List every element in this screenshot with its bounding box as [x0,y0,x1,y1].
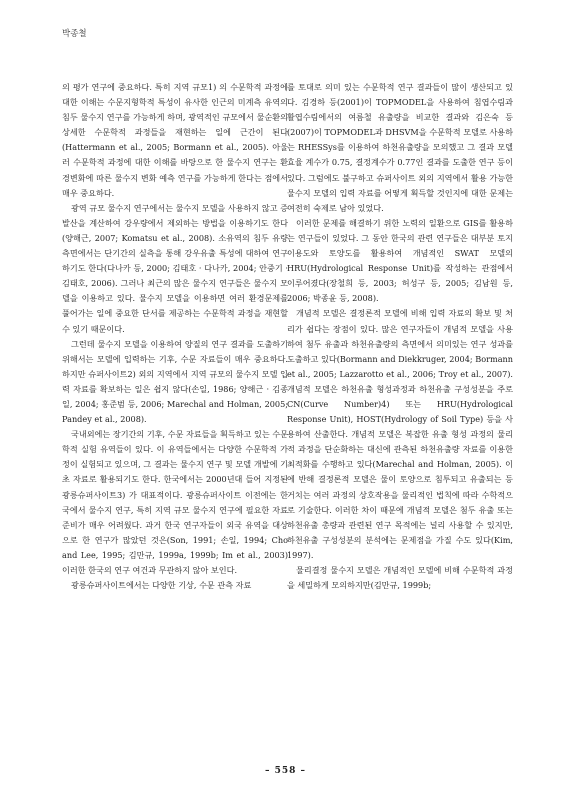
page-number: – 558 – [264,766,307,776]
paragraph: 의 평가 연구에 중요하다. 특히 지역 규모1) 의 수문학적 과정에 대한 이해는 수문지형학적 특성이 유사한 인근의 미계측 유역의 침두 물수지 연구를 가능하게 하며, 광역적인 규모에서 물순환의 상세한 수문학적 과정들을 재현하는 일에 근간이 된다(Hattermann et al., 2005; Bormann et al., 2005). 아울러 수문학적 과정에 대한 이해를 바탕으로 한 물수지 연구는 환경변화에 따른 물수지 변화 예측 연구를 가능하게 한다는 점에서 매우 중요하다. [62,82,288,198]
paragraph: 이러한 문제를 해결하기 위한 노력의 일환으로 GIS를 활용하는 연구들이 있었다. 그 동안 한국의 관련 연구들은 대부분 토지이용도와 토양도를 활용하여 개념적인 SWAT 모델의 HRU(Hydrological Response Unit)를 작성하는 관점에서 이루어졌다(장철희 등, 2003; 허성구 등, 2005; 김남원 등, 2006; 박종윤 등, 2008). [287,217,513,304]
running-header-author: 박종철 [62,29,87,39]
paragraph: 광역 규모 물수지 연구에서는 물수지 모델을 사용하지 않고 증발산을 계산하여 강우량에서 제외하는 방법을 이용하기도 한다(양해근, 2007; Komatsu et al., 2008). 소유역의 침두 유량 측면에서는 단기간의 실측을 통해 강우유출 특성에 대하여 연구하기도 한다(다나카 등, 2000; 김태호 · 다나카, 2004; 안중기 · 김태호, 2006). 그러나 최근의 많은 물수지 연구들은 물수지 모델을 이용하고 있다. 물수지 모델을 이용하면 여러 환경문제를 풀어가는 일에 중요한 단서를 제공하는 수문학적 과정을 재현할 수 있기 때문이다. [62,202,288,334]
left-column [62,80,288,593]
paragraph: 개념적 모델은 결정론적 모델에 비해 입력 자료의 확보 및 처리가 쉽다는 장점이 있다. 많은 연구자들이 개념적 모델을 사용하여 첨두 유출과 하천유출량의 측면에서 의미있는 연구 성과를 도출하고 있다(Bormann and Diekkruger, 2004; Bormann et al., 2005; Lazzarotto et al., 2006; Troy et al., 2007). 개념적 모델은 하천유출 형성과정과 하천유출 구성성분을 주로 CN(Curve Number)4) 또는 HRU(Hydrological Response Unit), HOST(Hydrology of Soil Type) 등을 사용하여 산출한다. 개념적 모델은 복잡한 유출 형성 과정의 물리적 과정을 단순화하는 대신에 관측된 하천유출량 자료를 이용한 최적화를 수행하고 있다(Marechal and Holman, 2005). 이에 반해 결정론적 모델은 물이 토양으로 침투되고 유출되는 등 거치는 여러 과정의 상호작용을 물리적인 법칙에 따라 수학적으로 기술한다. 이러한 차이 때문에 개념적 모델은 첨두 유출 또는 하천유출 총량과 관련된 연구 목적에는 널리 사용할 수 있지만, 하천유출 구성성분의 분석에는 문제점을 가질 수도 있다(Kim, 1997). [287,308,513,560]
paragraph: 물리결정 물수지 모델은 개념적인 모델에 비해 수문학적 과정을 세밀하게 모의하지만(김만규, 1999b; [287,565,513,591]
paragraph: 를 토대로 의미 있는 수문학적 연구 결과들이 많이 생산되고 있다. 김경하 등(2001)이 TOPMODEL을 사용하여 침엽수림과 활엽수림에서의 여름철 유출량을 비교한 결과와 김은숙 등(2007)이 TOPMODEL과 DHSVM을 수문학적 모델로 사용하는 RHESSys를 이용하여 하천유출량을 모의했고 그 결과 모델 효율 계수가 0.75, 결정계수가 0.77인 결과를 도출한 연구 등이 있다. 그럼에도 불구하고 슈퍼사이트 외의 지역에서 활용 가능한 물수지 모델의 입력 자료를 어떻게 획득할 것인지에 대한 문제는 여전히 숙제로 남아 있었다. [287,82,513,213]
paragraph: 국내외에는 장기간의 기후, 수문 자료들을 획득하고 있는 수문학적 실험 유역들이 있다. 이 유역들에서는 다양한 수문학적 가정이 실험되고 있으며, 그 결과는 물수지 연구 및 모델 개발에 기초 자료로 활용되기도 한다. 한국에서는 2000년대 들어 지정된 광릉슈퍼사이트3) 가 대표적이다. 광릉슈퍼사이트 이전에는 한국에서 물수지 연구, 특히 지역 규모 물수지 연구에 필요한 자료 준비가 매우 어려웠다. 과거 한국 연구자들이 외국 유역을 대상으로 한 연구가 많았던 것은(Son, 1991; 손일, 1994; Cho and Lee, 1995; 김만규, 1999a, 1999b; Im et al., 2003) 이러한 한국의 연구 여건과 무관하지 않아 보인다. [62,429,288,575]
paragraph: 그런데 물수지 모델을 이용하여 양질의 연구 결과를 도출하기 위해서는 모델에 입력하는 기후, 수문 자료들이 매우 중요하다. 하지만 슈퍼사이트2) 외의 지역에서 지역 규모의 물수지 모델 입력 자료를 확보하는 일은 쉽지 않다(손일, 1986; 양해근 · 김종일, 2004; 홍준범 등, 2006; Marechal and Holman, 2005; Pandey et al., 2008). [62,338,288,425]
right-column [287,80,513,593]
paragraph: 광릉슈퍼사이트에서는 다양한 기상, 수문 관측 자료 [71,580,252,591]
